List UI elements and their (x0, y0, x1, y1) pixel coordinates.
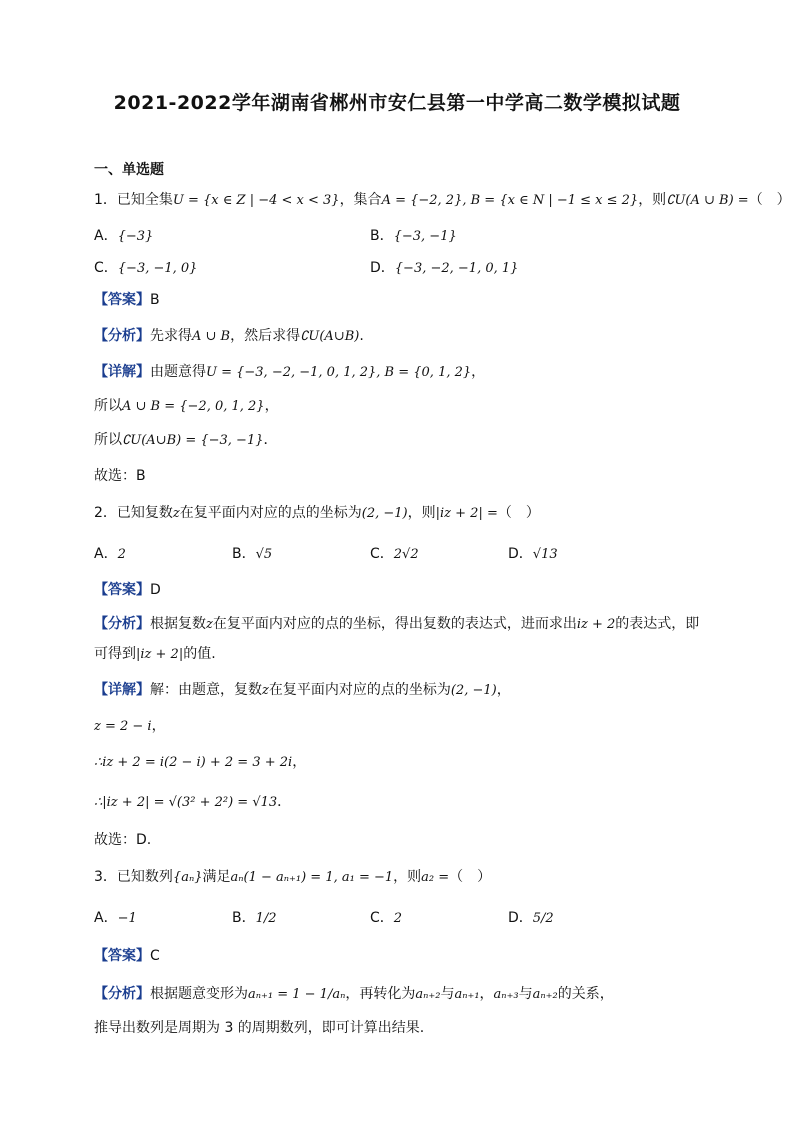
q3-answer: 【答案】C (94, 948, 160, 964)
q2-analysis: 【分析】根据复数z在复平面内对应的点的坐标，得出复数的表达式，进而求出iz + 2的表达式，即 (94, 616, 700, 632)
q2-option-b: B．√5 (232, 546, 273, 562)
q1-set-u: U = {x ∈ Z | −4 < x < 3} (172, 193, 340, 208)
q2-answer: 【答案】D (94, 582, 161, 598)
q3-analysis-line2: 推导出数列是周期为 3 的周期数列，即可计算出结果. (94, 1020, 425, 1036)
q2-step2: ∴iz + 2 = i(2 − i) + 2 = 3 + 2i， (94, 754, 307, 770)
q2-option-a: A．2 (94, 546, 126, 562)
q2-stem: 2．已知复数z在复平面内对应的点的坐标为(2, −1)，则|iz + 2| =（ ） (94, 505, 540, 521)
q1-option-c: C．{−3, −1, 0} (94, 260, 198, 276)
q1-detail-line2: 所以A ∪ B = {−2, 0, 1, 2}， (94, 398, 279, 414)
q1-option-d: D．{−3, −2, −1, 0, 1} (370, 260, 519, 276)
q2-step1: z = 2 − i， (94, 718, 166, 734)
q1-answer: 【答案】B (94, 292, 160, 308)
q2-step3: ∴|iz + 2| = √(3² + 2²) = √13． (94, 794, 292, 810)
q3-option-a: A．−1 (94, 910, 137, 926)
exam-title: 2021-2022学年湖南省郴州市安仁县第一中学高二数学模拟试题 (113, 92, 681, 114)
q1-analysis: 【分析】先求得A ∪ B，然后求得∁U(A∪B). (94, 328, 364, 344)
q3-option-d: D．5/2 (508, 910, 554, 926)
q1-detail-line3: 所以∁U(A∪B) = {−3, −1}． (94, 432, 278, 448)
q2-conclusion: 故选：D. (94, 832, 152, 848)
q1-stem: 1．已知全集U = {x ∈ Z | −4 < x < 3}，集合A = {−2, 2}, B = {x ∈ N | −1 ≤ x ≤ 2}，则∁U(A ∪ B) =（ ） (94, 192, 791, 208)
q2-analysis-line2: 可得到|iz + 2|的值. (94, 646, 216, 662)
section-heading: 一、单选题 (94, 162, 164, 178)
q2-detail: 【详解】解：由题意，复数z在复平面内对应的点的坐标为(2, −1)， (94, 682, 511, 698)
q1-detail: 【详解】由题意得U = {−3, −2, −1, 0, 1, 2}, B = {0, 1, 2}， (94, 364, 486, 380)
q1-option-b: B．{−3, −1} (370, 228, 457, 244)
q3-option-c: C．2 (370, 910, 403, 926)
q3-stem: 3．已知数列{aₙ}满足aₙ(1 − aₙ₊₁) = 1, a₁ = −1，则a₂ =（ ） (94, 869, 492, 885)
q2-option-d: D．√13 (508, 546, 558, 562)
q1-conclusion: 故选：B (94, 468, 146, 484)
q1-option-a: A．{−3} (94, 228, 154, 244)
q1-expr: ∁U(A ∪ B) = (666, 193, 749, 208)
q1-sets-ab: A = {−2, 2}, B = {x ∈ N | −1 ≤ x ≤ 2} (381, 193, 639, 208)
q2-option-c: C．2√2 (370, 546, 419, 562)
q3-option-b: B．1/2 (232, 910, 277, 926)
q3-analysis: 【分析】根据题意变形为aₙ₊₁ = 1 − 1/aₙ，再转化为aₙ₊₂与aₙ₊₁，aₙ₊₃与aₙ₊₂的关系， (94, 986, 614, 1002)
